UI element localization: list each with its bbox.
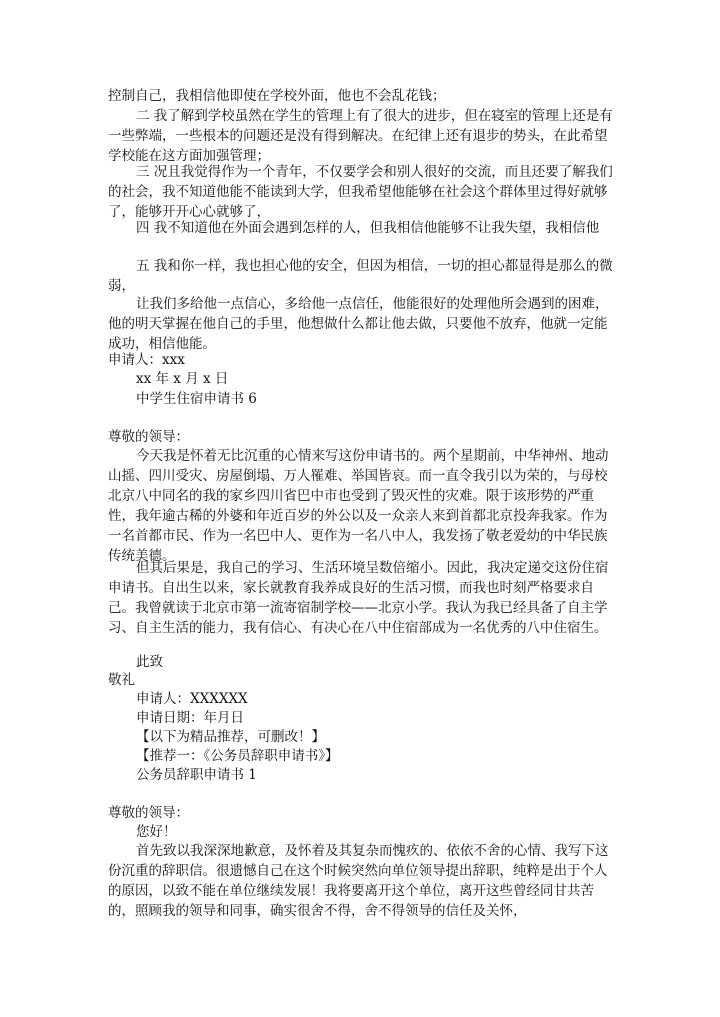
recommend-note: 【以下为精品推荐，可删改！】 xyxy=(136,729,325,745)
section-title: 中学生住宿申请书 6 xyxy=(136,391,257,407)
applicant-line: 申请人：xxx xyxy=(108,352,185,368)
paragraph: 但其后果是，我自己的学习、生活环境呈数倍缩小。因此，我决定递交这份住宿申请书。自出生以来，家长就教育我养成良好的生活习惯，而我也时刻严格要求自己。我曾就读于北京市第一流寄宿制学校——北京小学。我认为我已经具备了自主学习、自主生活的能力，我有信心、有决心在八中住宿部成为一名优秀的八中住宿生。 xyxy=(108,560,609,636)
paragraph: 二 我了解到学校虽然在学生的管理上有了很大的进步，但在寝室的管理上还是有一些弊端，一些根本的问题还是没有得到解决。在纪律上还有退步的势头，在此希望学校能在这方面加强管理； xyxy=(108,108,613,164)
paragraph: 五 我和你一样，我也担心他的安全，但因为相信，一切的担心都显得是那么的微弱， xyxy=(108,258,613,294)
applicant-line: 申请人：XXXXXX xyxy=(136,691,248,707)
closing-regards: 敬礼 xyxy=(108,672,135,688)
salutation: 尊敬的领导： xyxy=(108,429,189,445)
paragraph: 首先致以我深深地歉意，及怀着及其复杂而愧疚的、依依不舍的心情、我写下这份沉重的辞职信。很遗憾自己在这个时候突然向单位领导提出辞职，纯粹是出于个人的原因，以致不能在单位继续发展！我将要离开这个单位，离开这些曾经同甘共苦的，照顾我的领导和同事，确实很舍不得，舍不得领导的信任及关怀， xyxy=(108,843,609,919)
paragraph: 四 我不知道他在外面会遇到怎样的人，但我相信他能够不让我失望，我相信他 xyxy=(136,220,600,236)
recommend-title: 【推荐一：《公务员辞职申请书》】 xyxy=(136,748,339,764)
date-line: xx 年 x 月 x 日 xyxy=(136,371,229,387)
paragraph: 让我们多给他一点信心，多给他一点信任，他能很好的处理他所会遇到的困难，他的明天掌握在他自己的手里，他想做什么都让他去做，只要他不放弃，他就一定能成功，相信他能。 xyxy=(108,296,609,352)
paragraph: 今天我是怀着无比沉重的心情来写这份申请书的。两个星期前，中华神州、地动山摇、四川受灾、房屋倒塌、万人罹难、举国皆哀。而一直令我引以为荣的，与母校北京八中同名的我的家乡四川省巴中市也受到了毁灭性的灾难。限于该形势的严重性，我年逾古稀的外婆和年近百岁的外公以及一众亲人来到首都北京投奔我家。作为一名首都市民、作为一名巴中人、更作为一名八中人，我发扬了敬老爱幼的中华民族传统美德。 xyxy=(108,448,609,564)
section-title: 公务员辞职申请书 1 xyxy=(136,767,257,783)
greeting: 您好！ xyxy=(136,824,177,840)
paragraph: 控制自己，我相信他即使在学校外面，他也不会乱花钱； xyxy=(108,88,446,104)
closing: 此致 xyxy=(136,654,163,670)
paragraph: 三 况且我觉得作为一个青年，不仅要学会和别人很好的交流，而且还要了解我们的社会，我不知道他能不能读到大学，但我希望他能够在社会这个群体里过得好就够了，能够开开心心就够了， xyxy=(108,164,613,220)
date-line: 申请日期：年月日 xyxy=(136,710,244,726)
salutation: 尊敬的领导： xyxy=(108,805,189,821)
